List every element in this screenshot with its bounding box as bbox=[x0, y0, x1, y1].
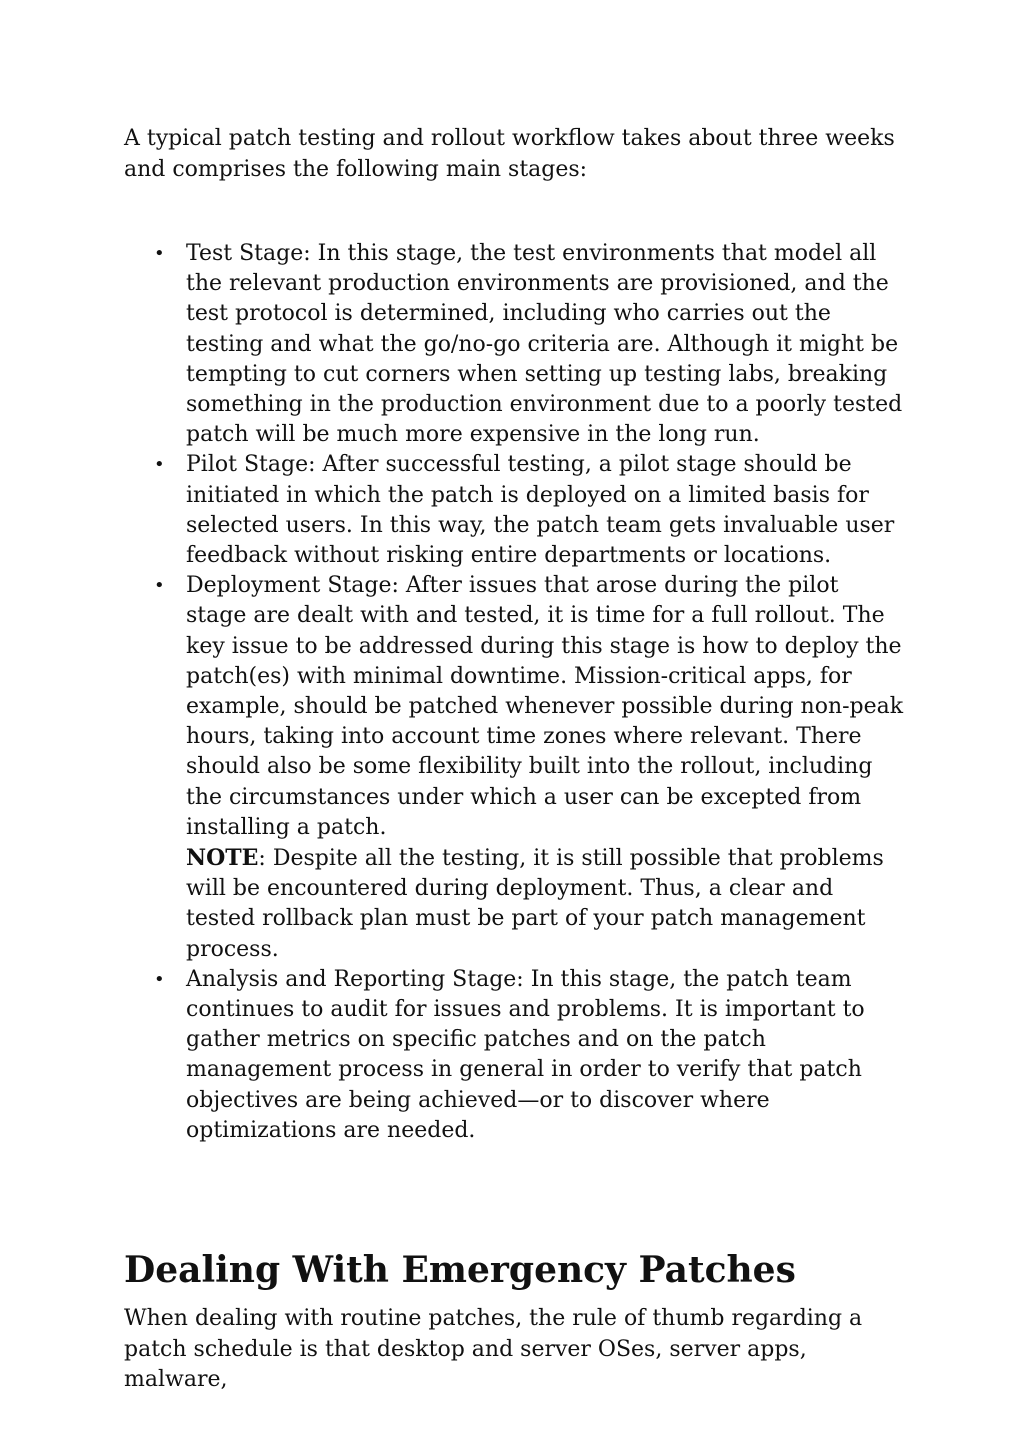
bullet-icon: • bbox=[154, 968, 165, 990]
document-page bbox=[124, 124, 904, 1396]
section-paragraph: When dealing with routine patches, the rule of thumb regarding a patch schedule is that desktop and server OSes, server apps, malware, bbox=[124, 1306, 863, 1393]
stage-text: Deployment Stage: After issues that arose during the pilot stage are dealt with and tested, it is time for a full rollout. The key issue to be addressed during this stage is how to deploy the patch(es) with minimal downtime. Mission-critical apps, for example, should be patched whenever possible during non-peak hours, taking into account time zones where relevant. There should also be some flexibility built into the rollout, including the circumstances under which a user can be excepted from installing a patch. bbox=[186, 573, 904, 840]
note-label: NOTE bbox=[186, 845, 259, 872]
stage-item-analysis bbox=[124, 965, 904, 1146]
intro-paragraph: A typical patch testing and rollout workflow takes about three weeks and comprises the following main stages: bbox=[124, 126, 895, 182]
stage-item-pilot bbox=[124, 450, 904, 571]
note-block bbox=[186, 843, 904, 965]
stage-item-deployment bbox=[124, 571, 904, 965]
bullet-icon: • bbox=[154, 243, 165, 264]
stage-text: Pilot Stage: After successful testing, a pilot stage should be initiated in which the patch is deployed on a limited basis for selected users. In this way, the patch team gets invaluable user feedback without risking entire departments or locations. bbox=[186, 452, 895, 569]
stage-text: Test Stage: In this stage, the test environments that model all the relevant production environments are provisioned, and the test protocol is determined, including who carries out the testing and what the go/no-go criteria are. Although it might be tempting to cut corners when setting up testing labs, breaking something in the production environment due to a poorly tested patch will be much more expensive in the long run. bbox=[186, 241, 903, 448]
stage-item-test bbox=[124, 239, 904, 450]
section-heading: Dealing With Emergency Patches bbox=[124, 1249, 796, 1292]
bullet-icon: • bbox=[154, 575, 165, 597]
stage-list bbox=[124, 239, 904, 1146]
stage-text: Analysis and Reporting Stage: In this stage, the patch team continues to audit for issues and problems. It is important to gather metrics on specific patches and on the patch management process in general in order to verify that patch objectives are being achieved—or to discover where optimizations are needed. bbox=[186, 966, 865, 1143]
note-text: : Despite all the testing, it is still possible that problems will be encountered during deployment. Thus, a clear and tested rollback plan must be part of your patch management process. bbox=[186, 846, 884, 962]
bullet-icon: • bbox=[154, 454, 165, 476]
